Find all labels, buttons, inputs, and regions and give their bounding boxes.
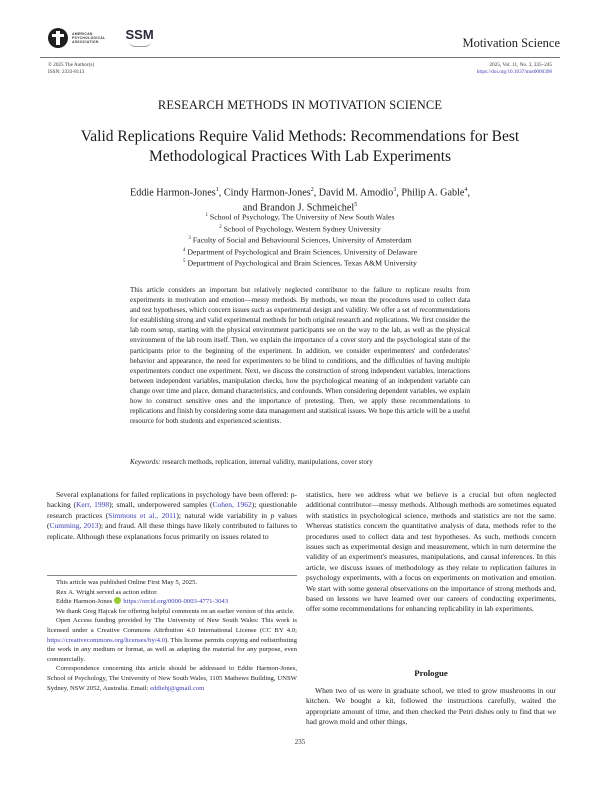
prologue-text: When two of us were in graduate school, we tried to grow mushrooms in our kitchen. We bought a kit, followed the instructions carefully, waited the appropriate amount of time, and then checked the Petri dishes only to find that we had grown mold and other things, [306,686,556,727]
footnotes [47,578,297,693]
page-number: 235 [294,738,306,746]
apa-logo-text: AMERICAN PSYCHOLOGICAL ASSOCIATION [72,32,106,44]
ssm-swoosh-icon [129,41,151,47]
license-link[interactable]: https://creativecommons.org/licenses/by/4.0 [47,636,166,644]
author-name: David M. Amodio [318,187,394,199]
citation-link[interactable]: Cohen, 1962 [212,500,252,510]
affiliation: $^5$ Department of Psychological and Brain Sciences, Texas A&M University [183,258,417,268]
footnote-orcid: Eddie Harmon-Jones https://orcid.org/0000-0003-4771-3043 [56,598,229,606]
author-sup: 2 [310,187,314,193]
logos [48,28,154,48]
citation: 2025, Vol. 11, No. 3, 235–245 [489,62,552,68]
author-sup: 5 [354,202,358,209]
author-name: Philip A. Gable [401,187,465,199]
email-link[interactable]: eddiehj@gmail.com [150,684,205,692]
keywords-text: research methods, replication, internal validity, manipulations, cover story [162,458,373,466]
author-sup: 4 [464,187,468,193]
affiliation: $^1$ School of Psychology, The University of New South Wales [205,212,395,222]
keywords [130,457,470,467]
author-name: Cindy Harmon-Jones [223,187,311,199]
copyright: © 2025 The Author(s) [48,62,95,68]
header-divider [40,57,560,58]
issn: ISSN: 2333-8113 [48,68,85,75]
body-left-column: Several explanations for failed replications in psychology have been offered: p-hacking (Kerr, 1998); small, underpowered samples (Cohen, 1962); questionable research practices (Simmons et al., 2011); natural wide variability in p values (Cumming, 2013); and fraud. All these things have likely contributed to failures to replicate. Although these explanations focus primarily on issues related to [47,490,297,541]
affiliation: $^2$ School of Psychology, Western Sydney University [219,224,381,234]
footnote-correspondence: Correspondence concerning this article should be addressed to Eddie Harmon-Jones, School of Psychology, The University of New South Wales, 1105 Mathews Building, UNSW Sydney, NSW 2052, Australia. Email: eddiehj@gmail.com [47,665,297,692]
orcid-icon [114,597,121,604]
footnote-divider [47,575,297,576]
footnote-thanks: We thank Greg Hajcak for offering helpful comments on an earlier version of this article. [56,607,295,615]
page-header [40,22,560,62]
affiliation-list [60,211,540,269]
journal-name: Motivation Science [462,36,560,50]
citation-link[interactable]: Cumming, 2013 [49,521,99,531]
body-right-column [306,490,556,615]
affiliation: $^3$ Faculty of Social and Behavioural Sciences, University of Amsterdam [188,235,412,245]
footnote-editor: Rex A. Wright served as action editor. [56,588,158,596]
author-sup: 1 [215,187,219,193]
ssm-logo [125,29,153,47]
article-title: Valid Replications Require Valid Methods: Recommendations for Best Methodological Practices With Lab Experiments [80,128,520,165]
footnote-open-access: Open Access funding provided by The University of New South Wales: This work is licensed under a Creative Commons Attribution 4.0 International License (CC BY 4.0; https://creativecommons.org/licenses/by/4.0). This license permits copying and redistributing the work in any medium or format, as well as adapting the material for any purpose, even commercially. [47,617,297,663]
prologue-heading: Prologue [414,668,448,678]
citation-block [477,62,552,75]
copyright-block [48,62,94,75]
footnote-published: This article was published Online First May 5, 2025. [56,579,198,586]
citation-link[interactable]: Simmons et al., 2011 [108,510,177,520]
keywords-label: Keywords: [130,458,161,466]
author-name: Brandon J. Schmeichel [260,202,355,214]
apa-logo [48,28,105,48]
abstract: This article considers an important but relatively neglected contributor to the failure to replicate results from experiments in motivation and emotion—messy methods. By methods, we mean the procedures used to collect data and test hypotheses, which concern issues such as experimental design and validity. We offer a set of recommendations for establishing strong and valid experimental methods for both original research and replications. We first consider the lab room setup, starting with the physical environment participants see on the way to the lab, as well as the physical environment of the lab room itself. Then, we explain the importance of a cover story and the psychological state of the participants prior to the beginning of the experiment. In addition, we consider experimenters' and confederates' behavior and appearance, the need for experimenters to be blind to conditions, and the difficulties of having multiple experimenters conduct one experiment. Next, we discuss the construction of strong independent variables, interactions between independent variables, manipulation checks, how the psychological meaning of an independent variable can change over time and place, demand characteristics, and confounds. When considering dependent variables, we explain how to construct sensitive ones and the importance of pretesting. Then, we apply these recommendations to replications and finish by considering some data management and statistical issues. We hope this article will be a useful resource for both students and experienced scientists. [130,286,470,426]
doi-link[interactable]: https://doi.org/10.1037/mot0000398 [476,68,552,75]
body-paragraph: statistics, here we address what we believe is a crucial but often neglected additional contributor—messy methods. Although methods are sometimes equated with statistics in psychological science, methods and statistics are not the same. Whereas statistics concern the quantitative analysis of data, methods refer to the procedures used to collect data and test hypotheses. As such, methods concern issues such as experimental design and measurement, which in turn determine the validity of an experiment's measures, manipulations, and causal inferences. In this article, we discuss issues of methodology as they relate to replication failures in psychology experiments, with a focus on experiments on motivation and emotion. We start with some general observations on the importance of strong methods and, based on lessons we have learned over our careers of conducting experiments, offer some recommendations for enhancing replicability in lab experiments. [306,490,556,614]
section-heading: RESEARCH METHODS IN MOTIVATION SCIENCE [157,98,443,112]
author-sup: 3 [393,187,397,193]
author-name: Eddie Harmon-Jones [130,187,216,199]
author-list: Eddie Harmon-Jones$^1$, Cindy Harmon-Jones$^2$, David M. Amodio$^3$, Philip A. Gable$^4$, and Brandon J. Schmeichel$^5$ [130,187,470,214]
orcid-link[interactable]: https://orcid.org/0000-0003-4771-3043 [123,598,229,606]
apa-psi-icon [48,28,68,48]
citation-link[interactable]: Kerr, 1998 [76,500,110,510]
ssm-logo-text: SSM [125,27,154,42]
affiliation: $^4$ Department of Psychological and Brain Sciences, University of Delaware [182,247,418,257]
